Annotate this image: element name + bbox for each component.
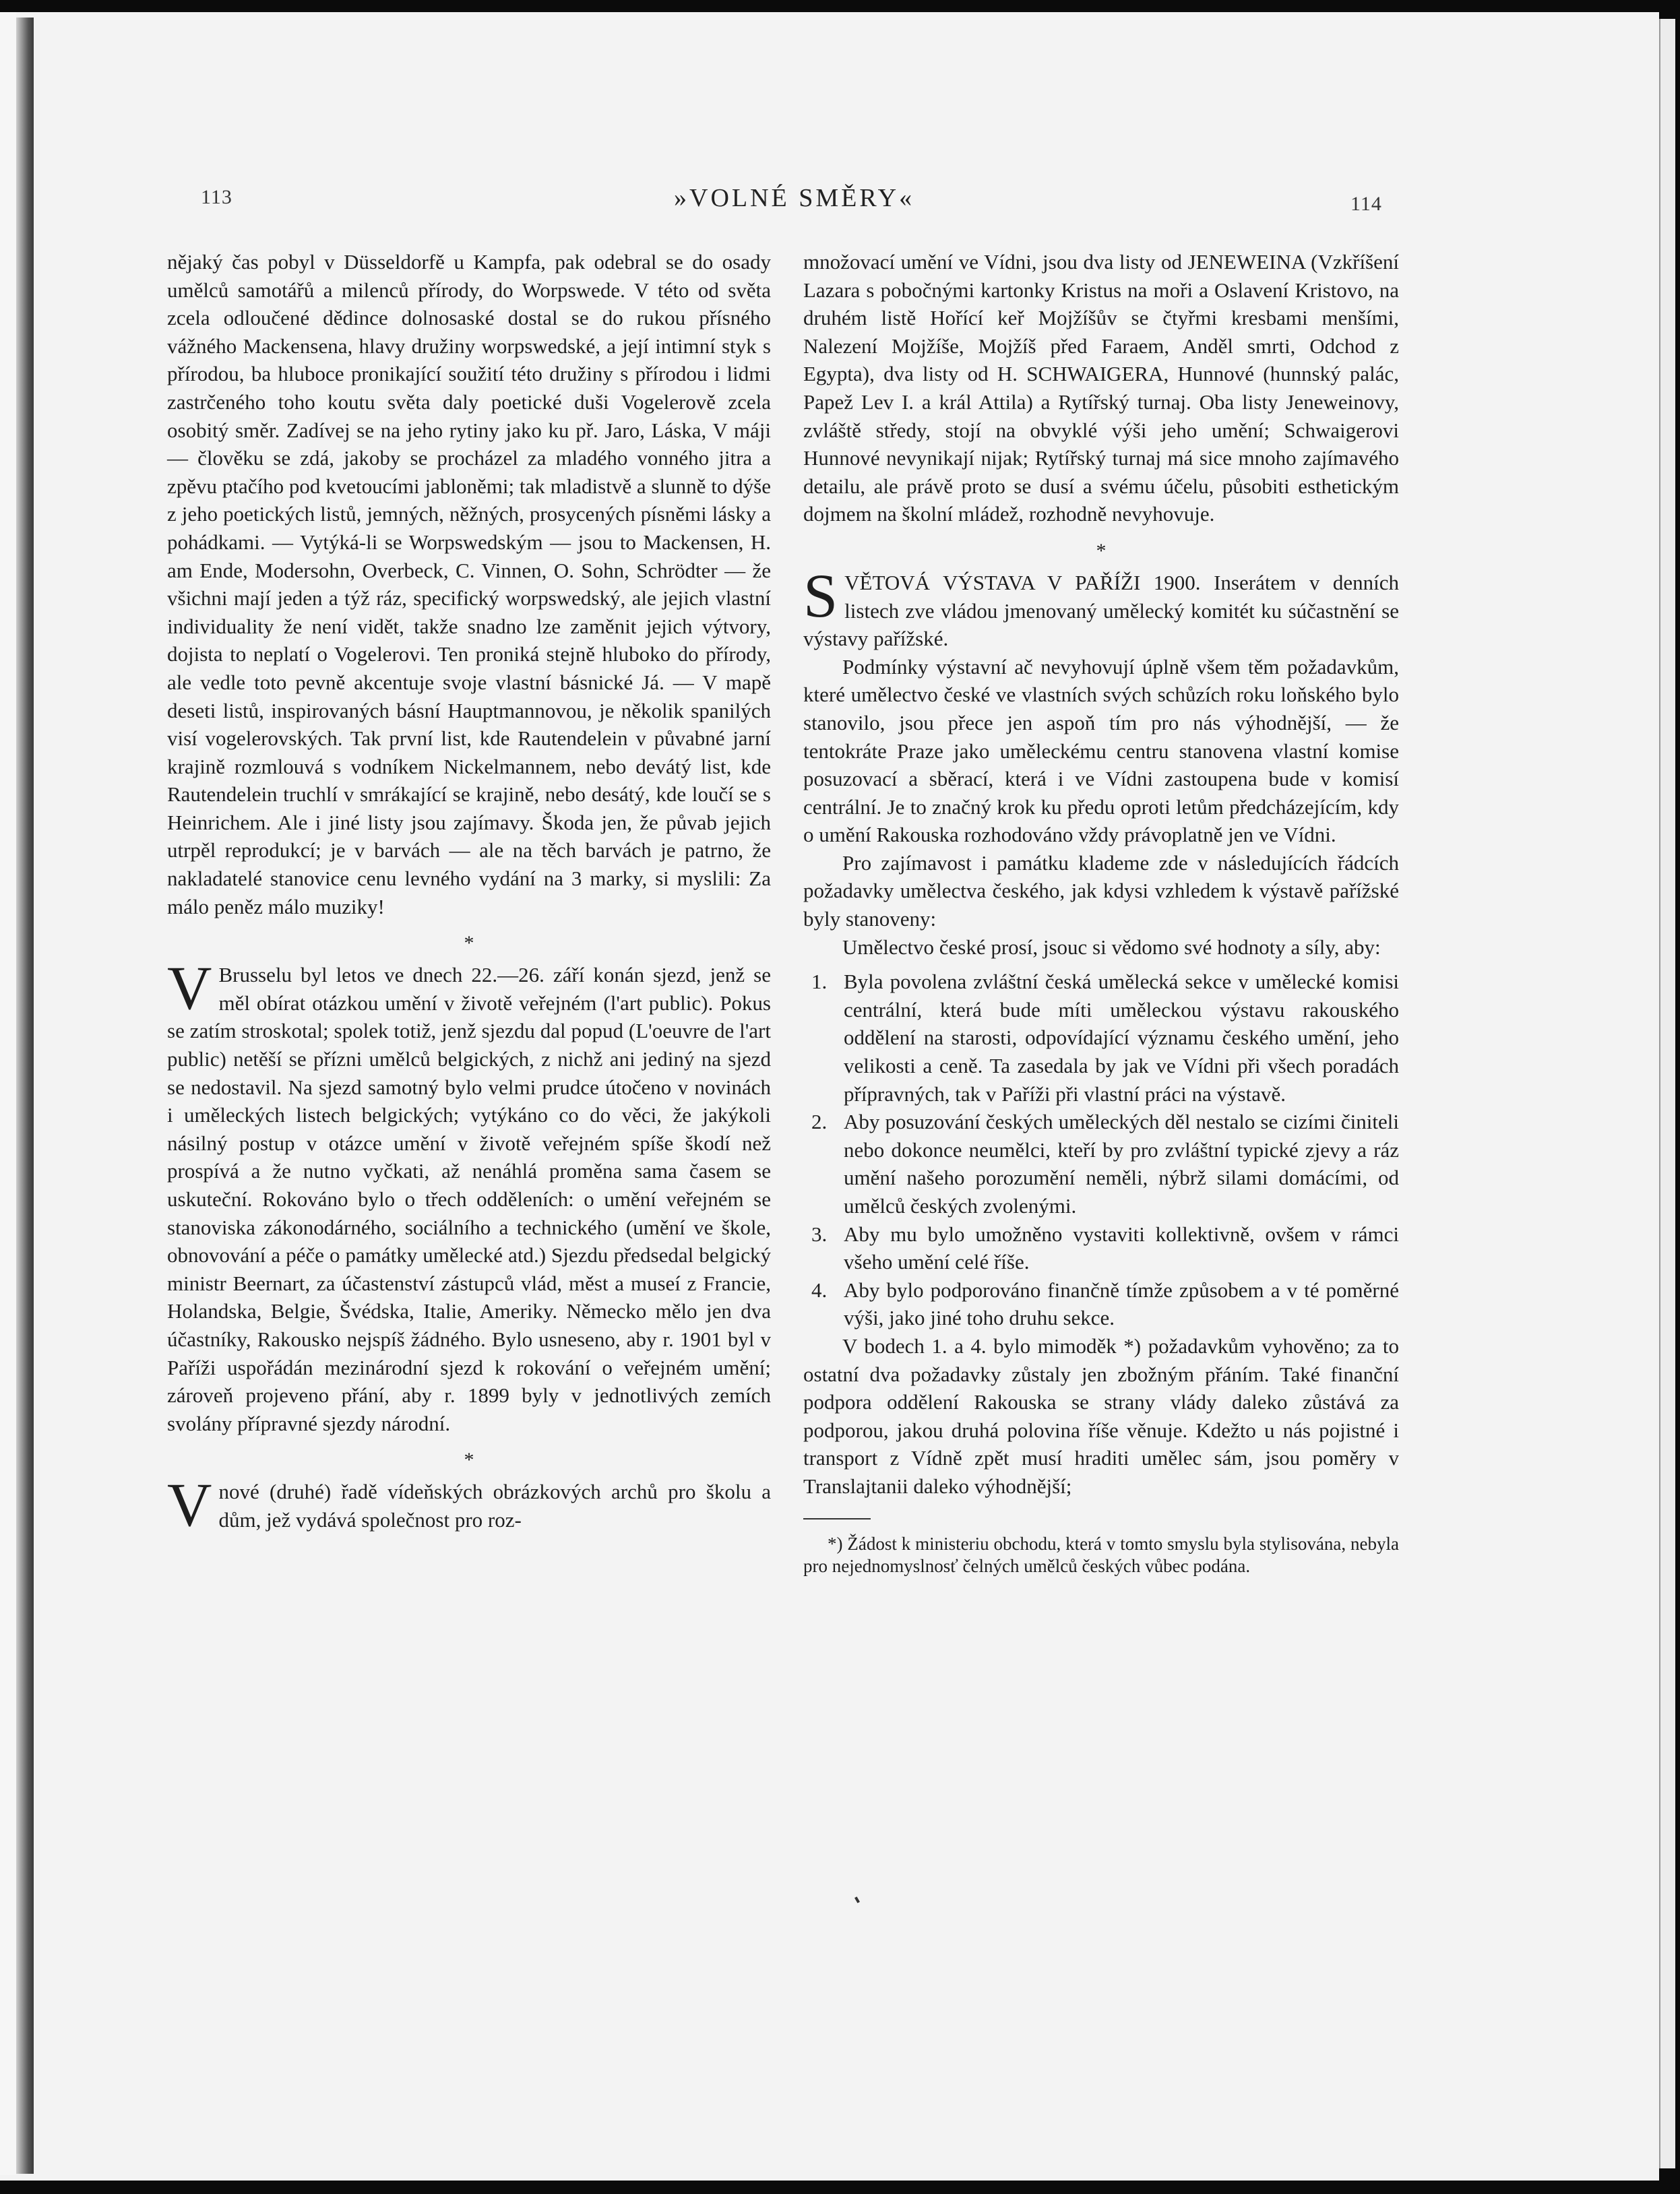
paragraph-plea: Umělectvo české prosí, jsouc si vědomo své hodnoty a síly, aby: <box>842 935 1381 959</box>
facing-page-edge <box>0 12 16 2175</box>
footnote-rule <box>803 1518 871 1519</box>
running-header <box>0 183 1659 217</box>
paragraph-demands-intro: Pro zajímavost i památku klademe zde v následujících řádcích požadavky umělectva českého, jak kdysi vzhledem k výstavě pařížské byly stanoveny: <box>803 850 1399 931</box>
list-number: 2. <box>811 1110 828 1134</box>
paragraph-vogeler: nějaký čas pobyl v Düsseldorfě u Kampfa, pak odebral se do osady umělců samotářů a milenců přírody, do Worpswede. V této od světa zcela odloučené dědince dolnosaské dostal se do rukou přísného vážného Mackensena, hlavy družiny worpswedské, a její intimní styk s přírodou, ba hluboce pronikající soužití této družiny s přírodou i lidmi zastrčeného toho koutu světa daly poetické duši Vogelerově zcela osobitý směr. Zadívej se na jeho rytiny jako ku př. Jaro, Láska, V máji — člověku se zdá, jakoby se procházel za mladého vonného jitra a zpěvu ptačího pod kvetoucími jabloněmi; tak mladistvě a slunně to dýše z jeho poetických listů, jemných, něžných, prosycených písněmi lásky a pohádkami. — Vytýká-li se Worpswedským — jsou to Mackensen, H. am Ende, Modersohn, Overbeck, C. Vinnen, O. Sohn, Schrödter — že všichni mají jeden a týž ráz, specifický worpswedský, ale jejich vlastní individuality že není vidět, takže snadno lze zaměnit jejich výtvory, dojista to neplatí o Vogelerovi. Ten proniká stejně hluboko do přírody, ale vedle toto pevně akcentuje svoje vlastní básnické Já. — V mapě deseti listů, inspirovaných básní Hauptmannovou, je několik spanilých visí vogelerovských. Tak první list, kde Rautendelein v půvabné jarní krajině rozmlouvá s vodníkem Nickelmannem, nebo devátý list, kde Rautendelein truchlí v smrákající se krajině, nebo desátý, kde loučí se s Heinrichem. Ale i jiné listy jsou zajímavy. Škoda jen, že půvab jejich utrpěl reprodukcí; je v barvách — ale na těch barvách je patrno, že nakladatelé stanovice cenu levného vydání na 3 marky, si myslili: Za málo peněz málo muziky! <box>167 250 771 918</box>
paragraph-vienna-sheets <box>167 1470 771 1540</box>
footnote <box>803 1533 1399 1577</box>
footnote-text: *) Žádost k ministeriu obchodu, která v tomto smyslu byla stylisována, nebyla pro nejednomyslnosť čelných umělců českých vůbec podána. <box>803 1533 1399 1576</box>
paragraph-text: Inserátem v denních listech zve vládou jmenovaný umělecký komitét ku súčastnění se výstavy pařížské. <box>803 570 1399 651</box>
right-column <box>803 248 1399 1577</box>
page-edge-right <box>1659 19 1675 2168</box>
section-separator-star: * <box>464 1449 474 1472</box>
page-number-left: 113 <box>201 186 232 208</box>
list-text: Aby bylo podporováno finančně tímže způsobem a v té poměrné výši, jako jiné toho druhu sekce. <box>844 1278 1399 1330</box>
paragraph-paris-exhibition <box>803 561 1399 653</box>
list-item <box>803 968 1399 1108</box>
section-separator-star: * <box>1096 539 1107 562</box>
list-item <box>803 1276 1399 1332</box>
section-heading: VĚTOVÁ VÝSTAVA V PAŘÍŽI 1900. <box>844 570 1201 594</box>
list-text: Aby mu bylo umožněno vystaviti kollektivně, ovšem v rámci všeho umění celé říše. <box>844 1222 1399 1274</box>
paragraph-conditions: Podmínky výstavní ač nevyhovují úplně všem těm požadavkům, které umělectvo české ve vlastních svých schůzích roku loňského bylo stanovilo, jsou přece jen aspoň tím pro nás výhodnější, — že tentokráte Praze jako uměleckému centru stanovena vlastní komise posuzovací a sběrací, která i ve Vídni zastoupena bude v komisí centrální. Je to značný krok ku předu oproti letům předcházejícím, kdy o umění Rakouska rozhodováno vždy právoplatně jen ve Vídni. <box>803 654 1399 847</box>
list-item <box>803 1108 1399 1220</box>
paragraph-text: Brusselu byl letos ve dnech 22.—26. září konán sjezd, jenž se měl obírat otázkou umění v životě veřejném (l'art public). Pokus se zatím stroskotal; spolek totiž, jenž sjezdu dal popud (L'oeuvre de l'art public) netěší se přízni umělců belgických, z nichž ani jediný na sjezd se nedostavil. Na sjezd samotný bylo velmi prudce útočeno v novinách i uměleckých listech belgických; vytýkáno co do věci, že jakýkoli násilný postup v otázce umění v životě veřejném spíše škodí než prospívá a že nutno vyčkati, až nenáhlá proměna sama časem se uskuteční. Rokováno bylo o třech odděleních: o umění veřejném se stanoviska zákonodárného, sociálního a technického (umění ve škole, obnovování a péče o památky umělecké atd.) Sjezdu předsedal belgický ministr Beernart, za účastenství zástupců vlád, měst a museí z Francie, Holandska, Belgie, Švédska, Italie, Ameriky. Německo mělo jen dva účastníky, Rakousko nejspíš žádného. Bylo usneseno, aby r. 1901 byl v Paříži uspořádán mezinárodní sjezd k rokování o veřejném umění; zároveň projeveno přání, aby r. 1899 byly v jednotlivých zemích svolány přípravné sjezdy národní. <box>167 963 771 1435</box>
left-column <box>167 248 771 1540</box>
drop-cap: S <box>803 561 838 630</box>
list-number: 4. <box>811 1278 828 1302</box>
binding-gutter-shadow <box>16 18 34 2174</box>
journal-title: »VOLNÉ SMĚRY« <box>674 184 915 212</box>
paragraph-text: nové (druhé) řadě vídeňských obrázkových archů pro školu a dům, jež vydává společnost pro roz- <box>218 1480 771 1532</box>
list-text: Byla povolena zvláštní česká umělecká sekce v umělecké komisi centrální, která bude míti uměleckou výstavu rakouského oddělení na starosti, odpovídající významu českého umění, jeho velikosti a ceně. Ta zasedala by jak ve Vídni při všech poradách přípravných, tak v Paříži při vlastní práci na výstavě. <box>844 970 1399 1106</box>
paragraph-outcome: V bodech 1. a 4. bylo mimoděk *) požadavkům vyhověno; za to ostatní dva požadavky zůstaly jen zbožným přáním. Také finanční podpora oddělení Rakouska se strany vlády daleko zůstává za podporou, jakou druhá polovina říše věnuje. Kdežto u nás pojistné i transport z Vídně zpět musí hraditi umělec sám, jsou poměry v Translajtanii daleko výhodnější; <box>803 1334 1399 1498</box>
list-number: 3. <box>811 1222 828 1246</box>
drop-cap: V <box>167 953 212 1023</box>
list-text: Aby posuzování českých uměleckých děl nestalo se cizími činiteli nebo dokonce neumělci, kteří by pro zvláštní typické zjevy a ráz umění našeho porozumění neměli, nýbrž silami domácími, od umělců českých zvolenými. <box>844 1110 1399 1218</box>
paragraph-vienna-sheets-cont: množovací umění ve Vídni, jsou dva listy od JENEWEINA (Vzkříšení Lazara s pobočnými kartonky Kristus na moři a Oslavení Kristovo, na druhém listě Hořící keř Mojžíšův se čtyřmi kresbami menšími, Nalezení Mojžíše, Mojžíš před Faraem, Anděl smrti, Odchod z Egypta), dva listy od H. SCHWAIGERA, Hunnové (hunnský palác, Papež Lev I. a král Attila) a Rytířský turnaj. Oba listy Jeneweinovy, zvláště středy, stojí na obvyklé výši jeho umění; Schwaigerovi Hunnové nevynikají nijak; Rytířský turnaj má sice mnoho zajímavého detailu, ale právě proto se dusí a svému účelu, působiti esthetickým dojmem na školní mládež, rozhodně nevyhovuje. <box>803 250 1399 526</box>
paragraph-brussels <box>167 953 771 1437</box>
drop-cap: V <box>167 1470 212 1540</box>
list-item <box>803 1220 1399 1276</box>
demands-list <box>803 968 1399 1332</box>
page-number-right: 114 <box>1350 193 1382 215</box>
section-separator-star: * <box>464 932 474 955</box>
list-number: 1. <box>811 970 828 994</box>
